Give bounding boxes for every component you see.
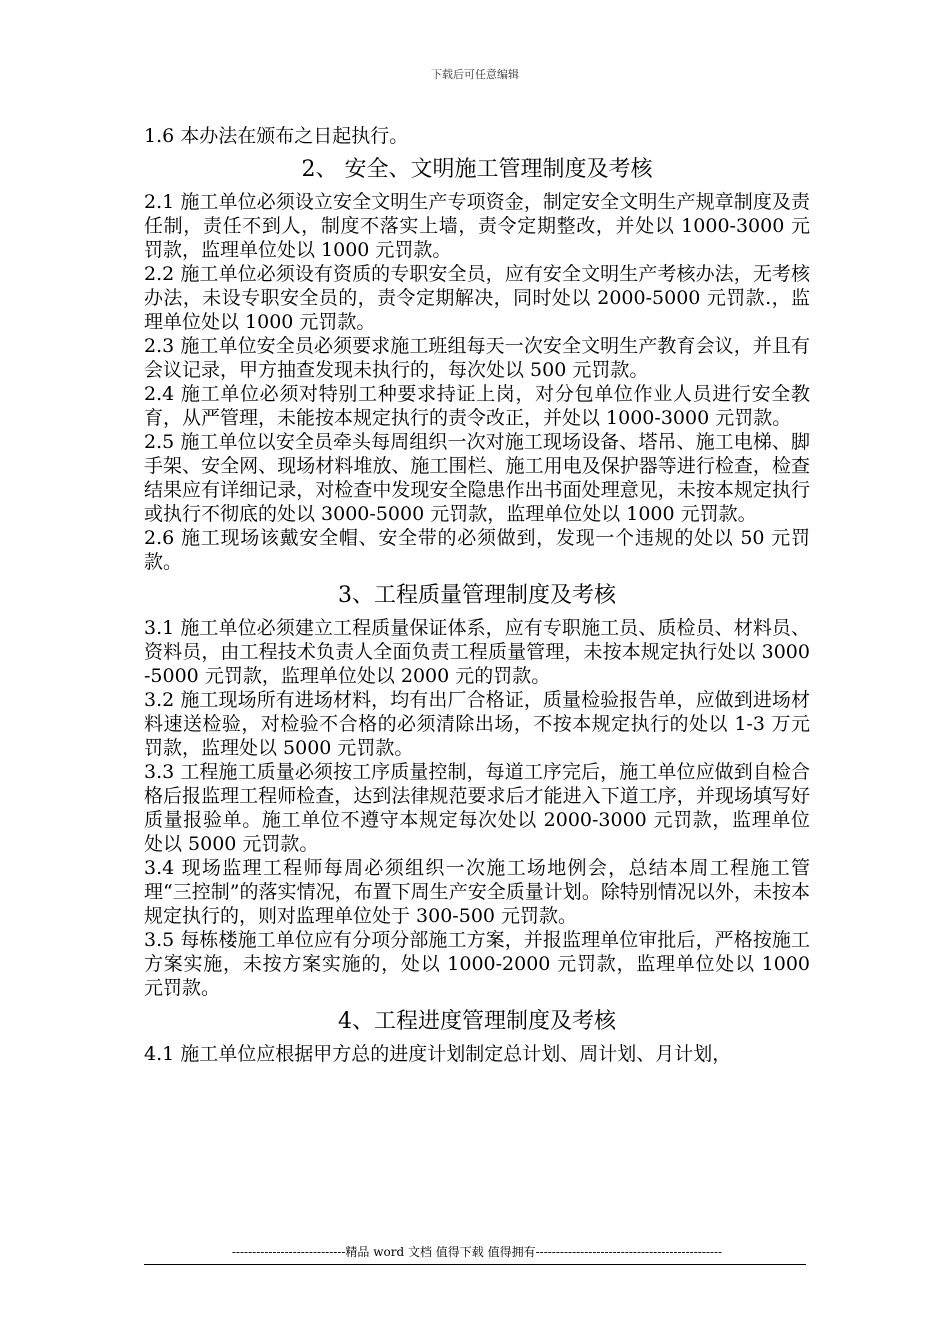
footer-divider: [144, 1264, 806, 1265]
paragraph-1-6: 1.6 本办法在颁布之日起执行。: [144, 125, 409, 147]
paragraph-2-1: 2.1 施工单位必须设立安全文明生产专项资金，制定安全文明生产规章制度及责任制，责任不到人，制度不落实上墙，责令定期整改，并处以 1000-3000 元罚款，监理单位处以 1000 元罚款。: [144, 191, 810, 261]
paragraph-2-5: 2.5 施工单位以安全员牵头每周组织一次对施工现场设备、塔吊、施工电梯、脚手架、安全网、现场材料堆放、施工围栏、施工用电及保护器等进行检查，检查结果应有详细记录，对检查中发现安全隐患作出书面处理意见，未按本规定执行或执行不彻底的处以 3000-5000 元罚款，监理单位处以 1000 元罚款。: [144, 431, 810, 525]
document-body: [144, 124, 810, 1066]
page-footer: ----------------------------精品 word 文档 值得下载 值得拥有----------------------------------------------: [231, 1245, 723, 1259]
paragraph-3-3: 3.3 工程施工质量必须按工序质量控制，每道工序完后，施工单位应做到自检合格后报监理工程师检查，达到法律规范要求后才能进入下道工序，并现场填写好质量报验单。施工单位不遵守本规定每次处以 2000-3000 元罚款，监理单位处以 5000 元罚款。: [144, 761, 810, 855]
paragraph-2-3: 2.3 施工单位安全员必须要求施工班组每天一次安全文明生产教育会议，并且有会议记录，甲方抽查发现未执行的，每次处以 500 元罚款。: [144, 335, 810, 381]
section-heading-2: 2、 安全、文明施工管理制度及考核: [301, 157, 653, 182]
paragraph-3-4: 3.4 现场监理工程师每周必须组织一次施工场地例会，总结本周工程施工管理“三控制”的落实情况，布置下周生产安全质量计划。除特别情况以外，未按本规定执行的，则对监理单位处于 300-500 元罚款。: [144, 857, 810, 927]
paragraph-4-1: 4.1 施工单位应根据甲方总的进度计划制定总计划、周计划、月计划，: [144, 1043, 732, 1065]
paragraph-2-6: 2.6 施工现场该戴安全帽、安全带的必须做到，发现一个违规的处以 50 元罚款。: [144, 527, 810, 573]
paragraph-2-4: 2.4 施工单位必须对特别工种要求持证上岗，对分包单位作业人员进行安全教育，从严管理，未能按本规定执行的责令改正，并处以 1000-3000 元罚款。: [144, 383, 810, 429]
paragraph-2-2: 2.2 施工单位必须设有资质的专职安全员，应有安全文明生产考核办法，无考核办法，未设专职安全员的，责令定期解决，同时处以 2000-5000 元罚款.，监理单位处以 1000 元罚款。: [144, 263, 810, 333]
section-heading-4: 4、工程进度管理制度及考核: [338, 1009, 616, 1034]
page-header: 下载后可任意编辑: [431, 68, 519, 81]
section-heading-3: 3、工程质量管理制度及考核: [338, 583, 616, 608]
paragraph-3-5: 3.5 每栋楼施工单位应有分项分部施工方案，并报监理单位审批后，严格按施工方案实施，未按方案实施的，处以 1000-2000 元罚款，监理单位处以 1000 元罚款。: [144, 929, 810, 999]
paragraph-3-2: 3.2 施工现场所有进场材料，均有出厂合格证，质量检验报告单，应做到进场材料速送检验，对检验不合格的必须清除出场，不按本规定执行的处以 1-3 万元罚款，监理处以 5000 元罚款。: [144, 689, 810, 759]
paragraph-3-1: 3.1 施工单位必须建立工程质量保证体系，应有专职施工员、质检员、材料员、资料员，由工程技术负责人全面负责工程质量管理，未按本规定执行处以 3000-5000 元罚款，监理单位处以 2000 元的罚款。: [144, 617, 810, 687]
